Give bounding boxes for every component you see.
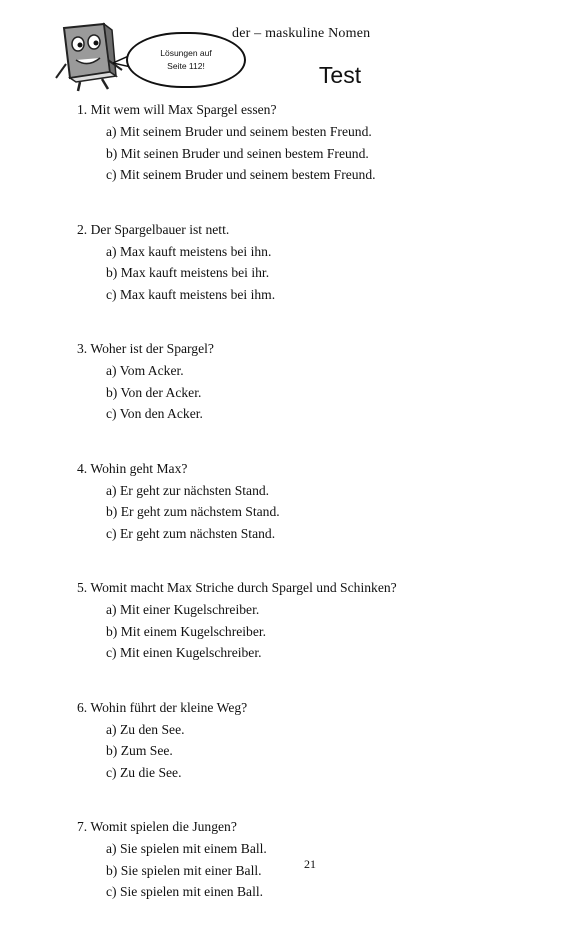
answer-option-c: c) Mit seinem Bruder und seinem bestem Freund. [106,167,376,182]
question-text: 2. Der Spargelbauer ist nett. [77,221,230,237]
question-5 [77,577,547,664]
answer-option-a: a) Er geht zur nächsten Stand. [106,482,270,498]
answer-option-b: b) Max kauft meistens bei ihr. [106,265,270,280]
question-3 [77,338,547,425]
question-6 [77,697,547,784]
question-text: 5. Womit macht Max Striche durch Spargel und Schinken? [77,580,397,595]
answer-option-c: c) Von den Acker. [106,406,203,421]
question-1 [77,99,547,186]
question-text: 4. Wohin geht Max? [77,460,188,476]
page-number: 21 [304,857,316,871]
question-text: 3. Woher ist der Spargel? [77,341,214,356]
answer-option-c: c) Zu die See. [106,764,182,780]
question-text: 1. Mit wem will Max Spargel essen? [77,102,277,117]
answer-option-c: c) Er geht zum nächsten Stand. [106,525,276,541]
answer-option-b: b) Mit seinen Bruder und seinen bestem Freund. [106,145,369,161]
section-subtitle: der – maskuline Nomen [232,26,371,41]
answer-option-b: b) Von der Acker. [106,384,202,400]
answer-option-b: b) Er geht zum nächstem Stand. [106,504,280,519]
answer-option-a: a) Max kauft meistens bei ihn. [106,243,272,259]
question-2 [77,219,547,306]
answer-option-b: b) Sie spielen mit einer Ball. [106,862,262,878]
question-4 [77,458,547,545]
question-text: 7. Womit spielen die Jungen? [77,819,237,834]
answer-option-a: a) Mit seinem Bruder und seinem besten Freund. [106,124,372,139]
answer-option-a: a) Mit einer Kugelschreiber. [106,602,260,617]
answer-option-a: a) Vom Acker. [106,363,184,378]
answer-option-b: b) Mit einem Kugelschreiber. [106,623,267,639]
question-text: 6. Wohin führt der kleine Weg? [77,699,248,715]
answer-option-c: c) Sie spielen mit einen Ball. [106,884,264,899]
solutions-speech-bubble [126,32,246,88]
answer-option-c: c) Mit einen Kugelschreiber. [106,645,262,660]
answer-option-c: c) Max kauft meistens bei ihm. [106,286,276,302]
answer-option-a: a) Zu den See. [106,721,185,737]
answer-option-a: a) Sie spielen mit einem Ball. [106,841,267,856]
question-list [77,99,547,936]
bubble-line-2: Seite 112! [167,61,205,71]
answer-option-b: b) Zum See. [106,743,173,758]
bubble-line-1: Lösungen auf [160,48,212,58]
page-title: Test [318,62,362,88]
